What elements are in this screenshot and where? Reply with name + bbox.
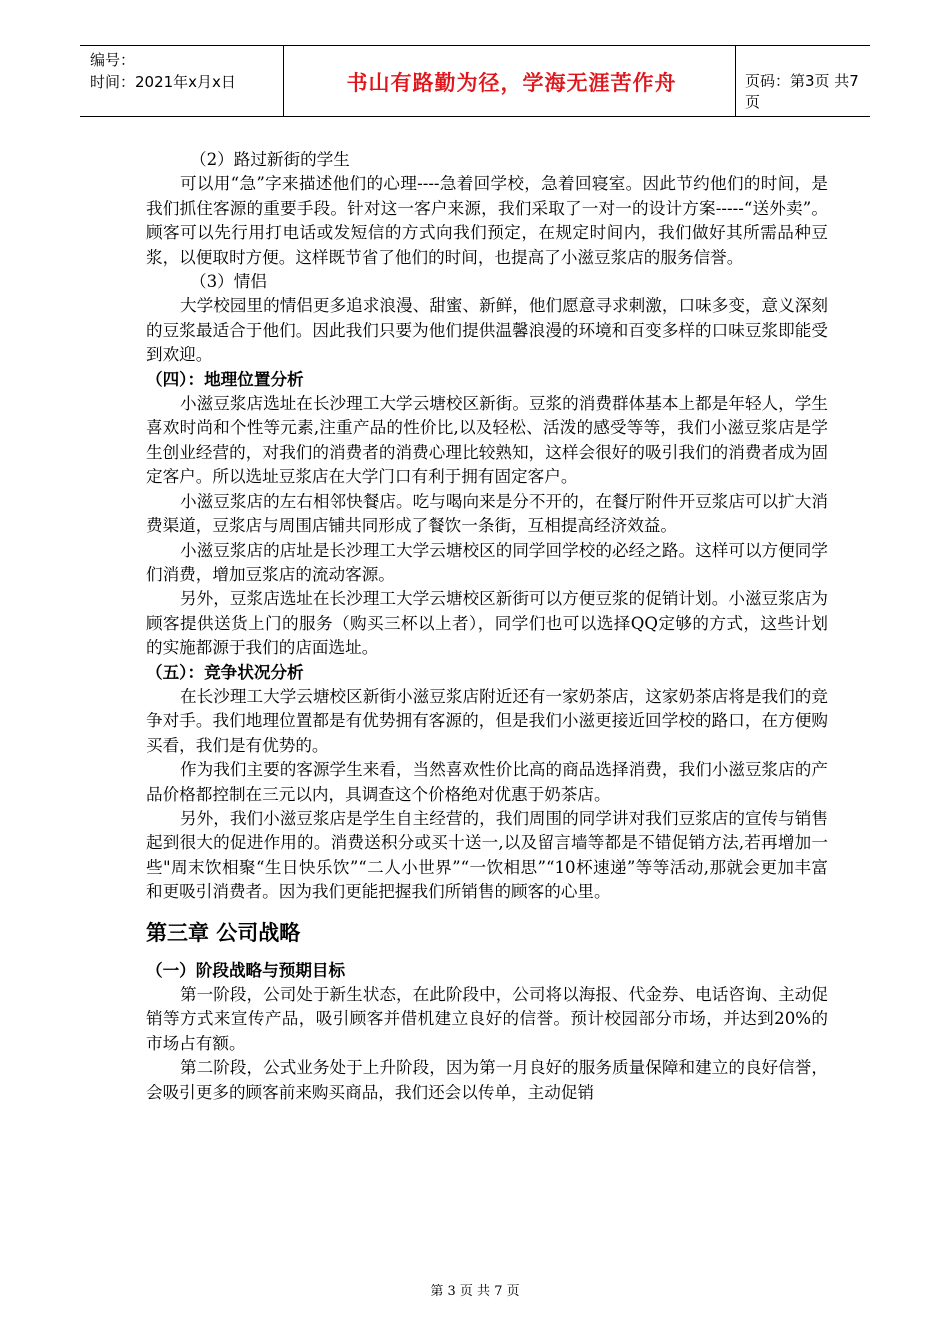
section-heading-competition: （五）：竞争状况分析 [146, 662, 304, 682]
header-number-label: 编号： [90, 51, 136, 69]
paragraph: 大学校园里的情侣更多追求浪漫、甜蜜、新鲜，他们愿意寻求刺激，口味多变，意义深刻的豆浆最适合于他们。因此我们只要为他们提供温馨浪漫的环境和百变多样的口味豆浆即能受到欢迎。 [146, 296, 828, 365]
page-footer: 第 3 页 共 7 页 [430, 1284, 520, 1299]
paragraph: 第二阶段，公式业务处于上升阶段，因为第一月良好的服务质量保障和建立的良好信誉，会吸引更多的顾客前来购买商品，我们还会以传单，主动促销 [146, 1058, 828, 1102]
header-bottom-border [80, 116, 870, 117]
paragraph: 作为我们主要的客源学生来看，当然喜欢性价比高的商品选择消费，我们小滋豆浆店的产品价格都控制在三元以内，具调查这个价格绝对优惠于奶茶店。 [146, 760, 828, 804]
subsection-heading-couples: （3）情侣 [190, 272, 267, 292]
paragraph: 小滋豆浆店的左右相邻快餐店。吃与喝向来是分不开的，在餐厅附件开豆浆店可以扩大消费渠道，豆浆店与周围店铺共同形成了餐饮一条街，互相提高经济效益。 [146, 491, 828, 536]
header-divider-2 [735, 45, 736, 117]
section-heading-location: （四）：地理位置分析 [146, 369, 304, 389]
document-header [80, 45, 870, 117]
header-left-cell [90, 49, 236, 93]
paragraph: 小滋豆浆店选址在长沙理工大学云塘校区新街。豆浆的消费群体基本上都是年轻人，学生喜欢时尚和个性等元素,注重产品的性价比,以及轻松、活泼的感受等等，我们小滋豆浆店是学生创业经营的，对我们的消费者的消费心理比较熟知，这样会很好的吸引我们的消费者成为固定客户。所以选址豆浆店在大学门口有利于拥有固定客户。 [146, 394, 828, 487]
paragraph: 小滋豆浆店的店址是长沙理工大学云塘校区的同学回学校的必经之路。这样可以方便同学们消费，增加豆浆店的流动客源。 [146, 540, 828, 584]
subsection-heading-strategy: （一）阶段战略与预期目标 [146, 960, 346, 980]
paragraph: 在长沙理工大学云塘校区新街小滋豆浆店附近还有一家奶茶店，这家奶茶店将是我们的竞争对手。我们地理位置都是有优势拥有客源的，但是我们小滋更接近回学校的路口，在方便购买看，我们是有优势的。 [146, 686, 828, 755]
header-motto: 书山有路勤为径，学海无涯苦作舟 [346, 71, 677, 95]
paragraph: 另外，我们小滋豆浆店是学生自主经营的，我们周围的同学讲对我们豆浆店的宣传与销售起到很大的促进作用的。消费送积分或买十送一,以及留言墙等都是不错促销方法,若再增加一些"周末饮相聚“生日快乐饮”“二人小世界”“一饮相思”“10杯速递”等等活动,那就会更加丰富和更吸引消费者。因为我们更能把握我们所销售的顾客的心里。 [146, 808, 828, 902]
header-time-label: 时间：2021年x月x日 [90, 73, 236, 91]
paragraph: 另外，豆浆店选址在长沙理工大学云塘校区新街可以方便豆浆的促销计划。小滋豆浆店为顾客提供送货上门的服务（购买三杯以上者），同学们也可以选择QQ定够的方式，这些计划的实施都源于我们的店面选址。 [146, 589, 828, 658]
header-top-border [80, 45, 870, 46]
subsection-heading-students: （2）路过新街的学生 [190, 150, 350, 169]
paragraph: 第一阶段，公司处于新生状态，在此阶段中，公司将以海报、代金券、电话咨询、主动促销等方式来宣传产品，吸引顾客并借机建立良好的信誉。预计校园部分市场，并达到20%的市场占有额。 [146, 985, 828, 1053]
chapter-heading: 第三章 公司战略 [146, 920, 301, 945]
paragraph: 可以用“急”字来描述他们的心理----急着回学校，急着回寝室。因此节约他们的时间，是我们抓住客源的重要手段。针对这一客户来源，我们采取了一对一的设计方案-----“送外卖”。顾客可以先行用打电话或发短信的方式向我们预定，在规定时间内，我们做好其所需品种豆浆，以便取时方便。这样既节省了他们的时间，也提高了小滋豆浆店的服务信誉。 [146, 174, 828, 267]
header-page-code: 页码：第3页 共7页 [745, 72, 859, 111]
document-body [146, 148, 828, 1105]
header-divider-1 [283, 45, 284, 117]
